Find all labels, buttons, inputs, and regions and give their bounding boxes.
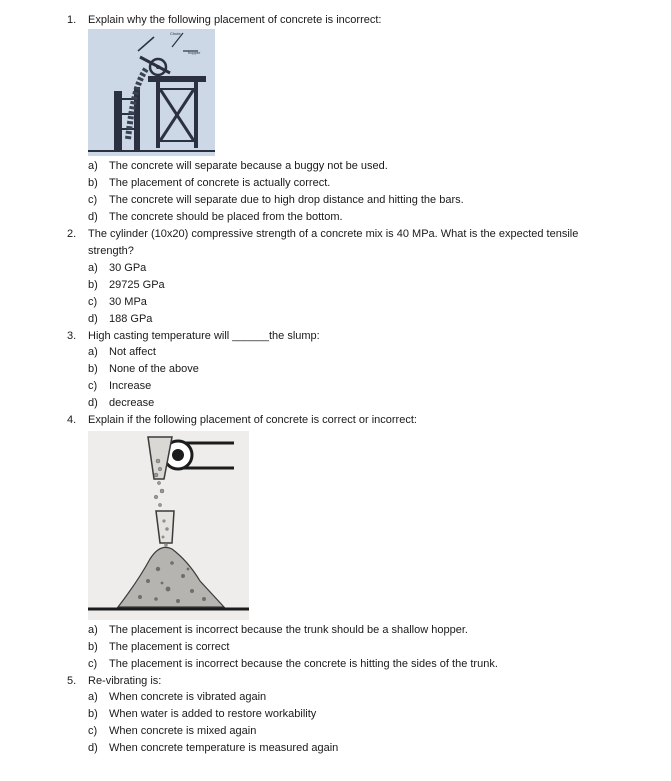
question-5-option-d-label: d) [88, 742, 98, 754]
question-3-option-c-text: Increase [109, 380, 152, 392]
question-5-option-a-text: When concrete is vibrated again [109, 691, 267, 703]
question-2-number: 2. [67, 228, 77, 240]
question-4-option-c-text: The placement is incorrect because the concrete is hitting the sides of the trunk. [109, 658, 498, 670]
question-1-option-b-label: b) [88, 177, 98, 189]
question-1-option-d-text: The concrete should be placed from the bottom. [109, 211, 343, 223]
question-4-text: Explain if the following placement of concrete is correct or incorrect: [88, 414, 417, 426]
question-1-figure [88, 29, 215, 156]
question-1-option-d-label: d) [88, 211, 98, 223]
question-1-option-b-text: The placement of concrete is actually correct. [109, 177, 331, 189]
question-3-option-d-label: d) [88, 397, 98, 409]
question-3-option-d-text: decrease [109, 397, 155, 409]
question-3-number: 3. [67, 330, 77, 342]
question-4-option-b-text: The placement is correct [109, 641, 230, 653]
figure-1-label-side: hopper [188, 50, 201, 55]
question-5-option-a-label: a) [88, 691, 98, 703]
question-1-option-a-text: The concrete will separate because a buggy not be used. [109, 160, 388, 172]
question-1-option-a-label: a) [88, 160, 98, 172]
question-2-text: The cylinder (10x20) compressive strength of a concrete mix is 40 MPa. What is the expected tensile [88, 228, 579, 240]
question-3-option-a-text: Not affect [109, 346, 156, 358]
question-1-number: 1. [67, 14, 77, 26]
question-4-option-a-label: a) [88, 624, 98, 636]
question-5-option-c-label: c) [88, 725, 98, 737]
question-3-option-b-label: b) [88, 363, 98, 375]
question-4-option-a-text: The placement is incorrect because the trunk should be a shallow hopper. [109, 624, 468, 636]
question-4-option-c-label: c) [88, 658, 98, 670]
question-5-option-c-text: When concrete is mixed again [109, 725, 257, 737]
question-5-option-b-label: b) [88, 708, 98, 720]
question-3-option-c-label: c) [88, 380, 98, 392]
question-1-option-c-label: c) [88, 194, 98, 206]
question-5-number: 5. [67, 675, 77, 687]
question-2-option-c-label: c) [88, 296, 98, 308]
question-4-option-b-label: b) [88, 641, 98, 653]
question-3-text: High casting temperature will ______the slump: [88, 330, 320, 342]
question-2-option-d-label: d) [88, 313, 98, 325]
question-3-option-b-text: None of the above [109, 363, 199, 375]
question-2-option-a-text: 30 GPa [109, 262, 147, 274]
question-1-option-c-text: The concrete will separate due to high drop distance and hitting the bars. [109, 194, 464, 206]
question-4-figure [88, 431, 249, 620]
question-5-option-d-text: When concrete temperature is measured again [109, 742, 339, 754]
question-2-option-b-text: 29725 GPa [109, 279, 165, 291]
question-2-option-a-label: a) [88, 262, 98, 274]
question-1-text: Explain why the following placement of concrete is incorrect: [88, 14, 382, 26]
question-3-option-a-label: a) [88, 346, 98, 358]
question-2-text-continued: strength? [88, 245, 134, 257]
question-4-number: 4. [67, 414, 77, 426]
figure-1-label-top: Chute [170, 31, 181, 36]
question-2-option-b-label: b) [88, 279, 98, 291]
question-2-option-d-text: 188 GPa [109, 313, 153, 325]
question-5-option-b-text: When water is added to restore workability [109, 708, 317, 720]
question-5-text: Re-vibrating is: [88, 675, 162, 687]
question-2-option-c-text: 30 MPa [109, 296, 147, 308]
